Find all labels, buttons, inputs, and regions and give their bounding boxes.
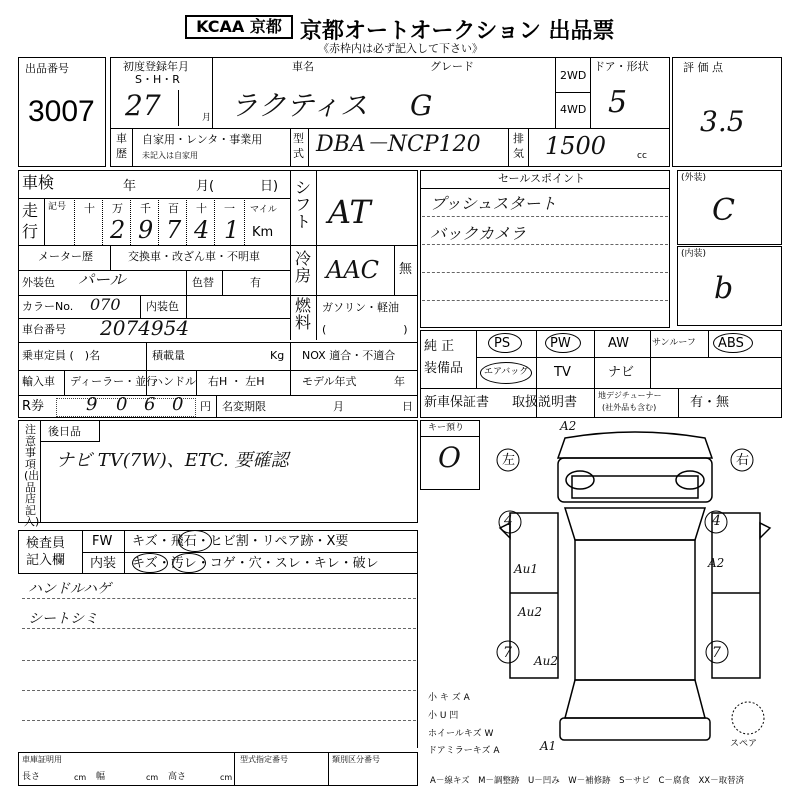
fuel-options: ガソリン・軽油 [322,301,399,314]
inspection-month: 月( [196,179,215,194]
inspection-label: 車検 [22,173,55,192]
inspector-label: 検査員記入欄 [26,536,66,568]
lot-number: 3007 [28,95,95,128]
legend-small-dent: 小 U 凹 [428,711,459,721]
equip-sunroof: サンルーフ [652,338,696,348]
ps-circle-mark [488,333,522,353]
spare-label: スペア [730,739,758,749]
notes-later-box [40,420,100,442]
mark-a2-right: A2 [708,556,725,570]
inspector-line-2: シートシミ [28,611,98,627]
equip-warranty: 新車保証書 [424,395,490,410]
shift-value: AT [328,193,371,231]
mileage-digit-2: 9 [138,216,154,244]
usage-label-b: 歴 [116,147,127,160]
height-unit: cm [220,773,233,782]
usage-label-a: 車 [116,132,127,145]
keys-value: O [438,441,461,474]
equip-manual: 取扱説明書 [512,395,578,410]
mileage-unit-man: 万 [112,202,123,215]
disp-value: 1500 [545,132,607,160]
name-change-month: 月 [333,400,344,413]
mileage-km: Km [252,225,274,240]
meter-options: 交換車・改ざん車・不明車 [128,250,260,263]
recycle-digit-2: 0 [116,394,128,415]
equip-navi: ナビ [608,365,635,380]
disp-label-b: 気 [513,147,524,160]
load-kg: Kg [270,349,285,362]
equip-tuner: 地デジチューナー [598,391,662,400]
fuel-paren: ( ) [322,323,408,336]
import-label: 輸入車 [22,375,55,388]
model-year-label: モデル年式 [302,375,357,388]
mark-a2-top: A2 [560,419,577,433]
exterior-value: C [712,193,735,228]
model-value: DBA－NCP120 [316,132,481,157]
chassis-label: 車台番号 [22,323,66,336]
mileage-label-a: 走 [22,201,39,220]
score-value: 3.5 [700,105,745,138]
capacity-label: 乗車定員 ( )名 [22,349,101,362]
usage-options: 自家用・レンタ・事業用 [142,133,263,146]
chassis-value: 2074954 [100,316,190,340]
model-year-unit: 年 [394,375,405,388]
mileage-digit-1: 2 [110,216,126,244]
mileage-unit-sen: 千 [140,202,151,215]
disp-unit: cc [637,151,647,161]
equip-ps: PS [494,336,511,351]
equipment-label-b: 装備品 [424,361,464,376]
keys-label: キー預り [428,423,465,433]
name-change-day: 日 [402,400,413,413]
recycle-unit: 円 [200,400,211,413]
mark-7-left: 7 [503,645,512,661]
mark-au1: Au1 [514,562,539,576]
drive-4wd: 4WD [560,103,587,116]
int-stain-circle [172,553,206,573]
load-label: 積載量 [152,349,185,362]
mileage-unit-ichi: 一 [224,202,235,215]
length-unit: cm [74,773,87,782]
damage-legend: A－線キズ M－調整跡 U－凹み W－補修跡 S－サビ C－腐食 XX－取替済 [430,776,745,786]
mark-4-left: 4 [504,513,513,529]
notes-label: 注意事項(出品店記入) [24,423,40,529]
interior-label: (内装) [681,249,707,259]
equip-tv: TV [554,365,571,380]
dealer-options: ディーラー・並行 [70,375,158,388]
airbag-circle-mark [480,362,532,384]
diagram-right-label: 右 [736,453,750,468]
width-label: 幅 [96,772,106,782]
legend-small-scratch: 小 キ ズ A [428,693,470,703]
mark-au2-rear: Au2 [534,654,559,668]
handle-side: 右H ・ 左H [208,375,265,388]
diagram-left-label: 左 [502,453,516,468]
abs-circle-mark [713,333,753,353]
int-options: キズ・汚レ・コゲ・穴・スレ・キレ・破レ [132,556,379,571]
fw-options: キズ・飛石・ヒビ割・リペア跡・X要 [132,534,349,549]
mark-4-right: 4 [712,513,721,529]
doors-label: ドア・形状 [594,60,649,73]
equip-aw: AW [608,336,630,351]
reg-era-label: S・H・R [135,73,180,86]
car-grade-label: グレード [430,60,474,73]
lot-label: 出品番号 [25,62,69,75]
fuel-label: 燃料 [294,296,311,332]
notes-later-label: 後日品 [48,425,81,438]
damage-diagram [480,418,790,758]
equip-pw: PW [550,336,571,351]
meter-label: メーター歴 [38,250,93,263]
equip-abs: ABS [718,336,744,351]
nox-label: NOX 適合・不適合 [302,349,396,362]
mileage-unit-ju: 十 [196,202,207,215]
fw-stone-circle [178,530,212,552]
legend-mirror-scratch: ドアミラーキズ A [428,746,500,756]
selling-point-1: プッシュスタート [430,194,557,213]
equip-yes-no: 有・無 [690,395,730,410]
color-change-label: 色替 [192,276,214,289]
length-label: 長さ [22,772,41,782]
pw-circle-mark [545,333,581,353]
name-change-label: 名変期限 [222,400,266,413]
color-change-value: 有 [250,276,261,289]
mileage-unit-10man: 十 [84,202,95,215]
equip-airbag: エアバッグ [484,367,529,377]
cert-label: 車庫証明用 [22,755,62,764]
model-label-b: 式 [293,147,304,160]
mileage-digit-4: 4 [194,216,210,244]
mileage-digit-5: 1 [224,216,240,244]
color-no-value: 070 [90,295,121,314]
inspection-day: 日) [260,179,279,194]
car-grade: G [410,89,433,122]
ac-label: 冷房 [294,249,311,285]
recycle-digit-4: 0 [172,394,184,415]
interior-value: b [714,271,734,306]
mark-a1: A1 [540,739,557,753]
inspector-line-1: ハンドルハゲ [28,581,112,597]
disp-label-a: 排 [513,132,524,145]
ac-none: 無 [399,262,413,277]
equip-tuner-note: (社外品も含む) [602,403,657,412]
int-label: 内装 [90,556,117,571]
ext-color-value: パール [78,270,126,289]
class-no-label: 類別区分番号 [332,755,380,764]
usage-note: 未記入は自家用 [142,151,198,160]
int-color-label: 内装色 [146,300,179,313]
mileage-unit-hyaku: 百 [168,202,179,215]
recycle-digit-1: 9 [86,394,98,415]
notes-text: ナビ TV(7W)、ETC. 要確認 [56,450,289,471]
mileage-sign: 記号 [48,202,67,212]
inspection-year: 年 [123,179,137,194]
score-label: 評 価 点 [683,61,723,74]
exterior-label: (外装) [681,173,707,183]
ac-value: AAC [326,256,380,284]
reg-year: 27 [125,89,161,122]
shift-label: シフト [294,178,311,231]
mileage-unit-mile: マイル [250,205,277,215]
int-dirt-circle [132,553,168,573]
recycle-label: R券 [22,399,45,414]
fw-label: FW [92,534,113,549]
height-label: 高さ [168,772,187,782]
selling-point-2: バックカメラ [430,224,527,243]
legend-wheel-scratch: ホイールキズ W [428,729,494,739]
logo-text: KCAA 京都 [196,17,282,36]
color-no-label: カラーNo. [22,300,74,313]
mark-au2-left: Au2 [518,605,543,619]
mileage-digit-3: 7 [166,216,182,244]
logo [185,15,293,39]
selling-points-label: セールスポイント [498,172,586,185]
ext-color-label: 外装色 [22,276,55,289]
drive-2wd: 2WD [560,69,587,82]
spare-circle [732,702,764,734]
recycle-digit-3: 6 [144,394,156,415]
reg-month-unit: 月 [202,113,212,123]
car-name: ラクティス [230,89,368,122]
car-name-label: 車名 [292,60,314,73]
page-subtitle: 《赤枠内は必ず記入して下さい》 [318,42,483,55]
reg-label: 初度登録年月 [123,60,189,73]
handle-label: ハンドル [152,375,196,388]
type-no-label: 型式指定番号 [240,755,288,764]
mileage-label-b: 行 [22,222,39,241]
doors-value: 5 [608,85,628,120]
mark-7-right: 7 [712,645,721,661]
width-unit: cm [146,773,159,782]
equipment-label-a: 純 正 [424,339,455,354]
model-label-a: 型 [293,132,304,145]
page-title: 京都オートオークション 出品票 [300,19,615,44]
